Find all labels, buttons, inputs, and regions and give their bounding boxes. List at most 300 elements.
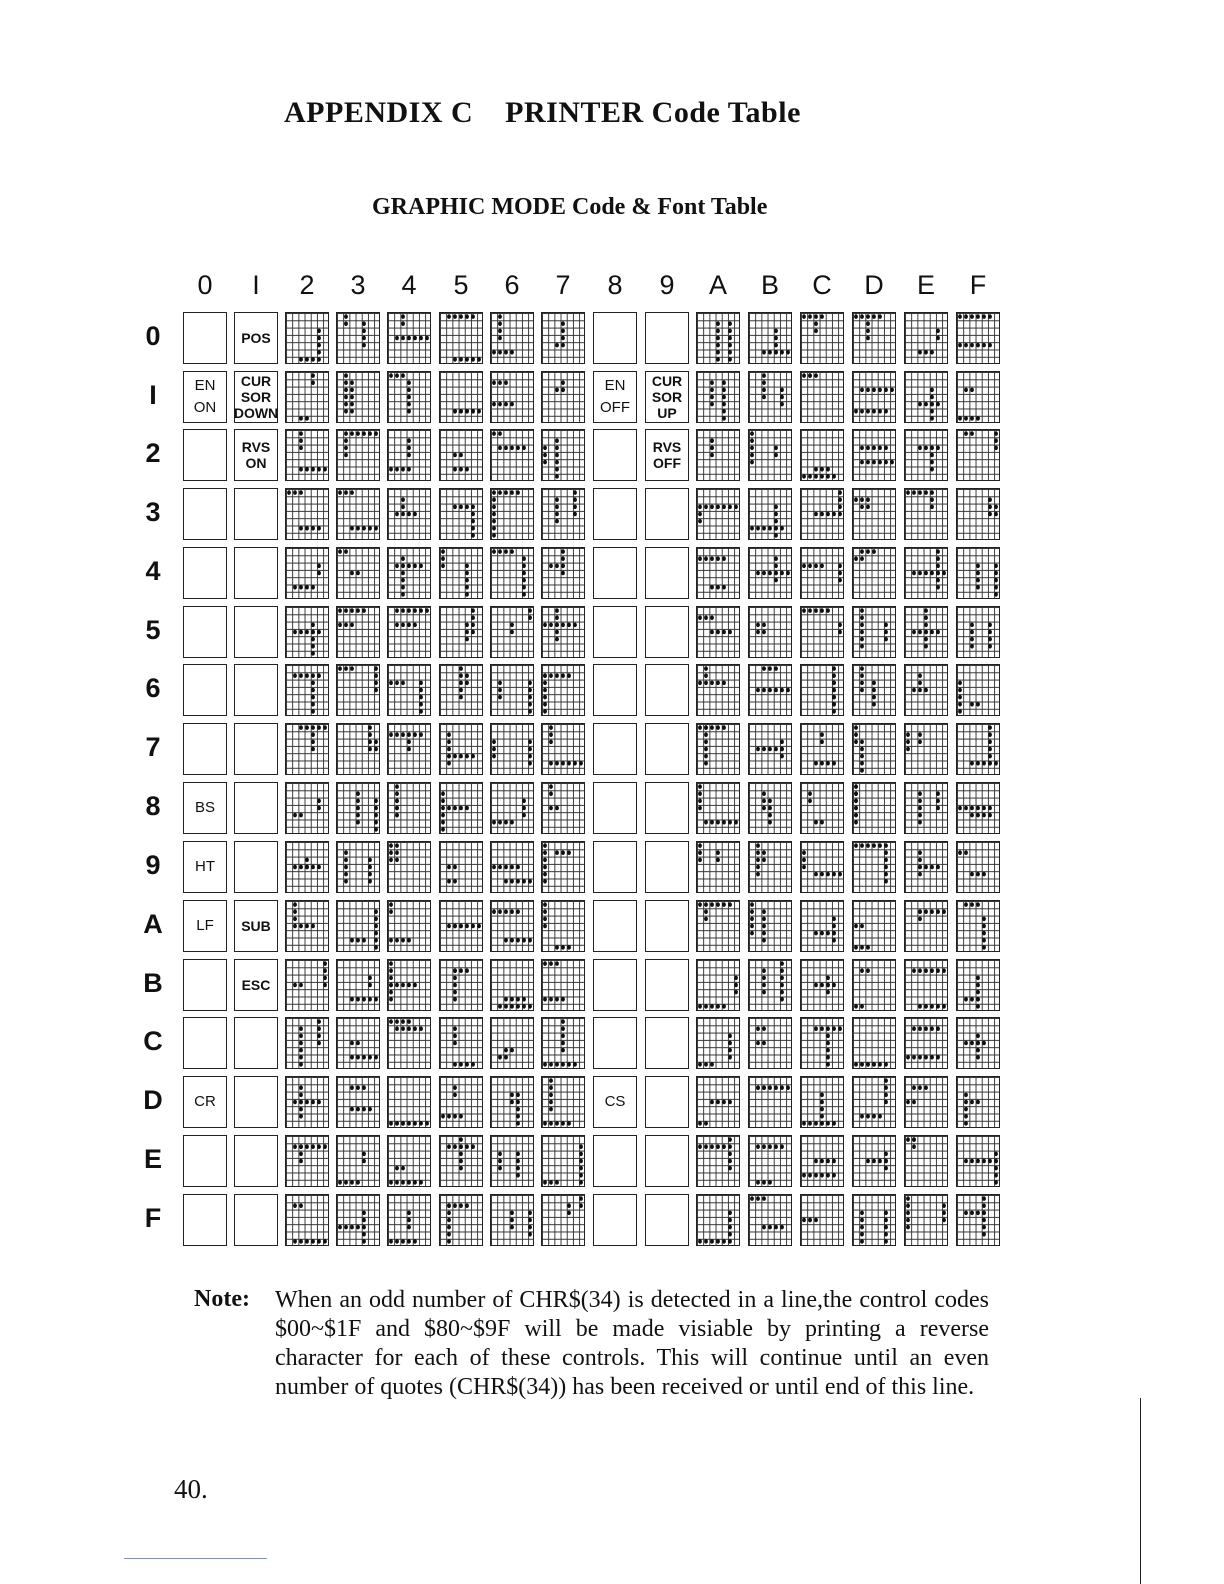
column-header: 3 <box>350 270 366 300</box>
glyph-dots <box>388 665 430 715</box>
column-header: 2 <box>299 270 315 300</box>
glyph-dots <box>801 548 843 598</box>
glyph-cell <box>800 547 844 599</box>
glyph-cell <box>696 1194 740 1246</box>
glyph-cell <box>285 959 329 1011</box>
glyph-dots <box>440 724 482 774</box>
empty-code-cell <box>234 841 278 893</box>
glyph-dots <box>286 1018 328 1068</box>
glyph-cell <box>852 782 896 834</box>
glyph-cell <box>541 664 585 716</box>
glyph-cell <box>904 959 948 1011</box>
column-header: F <box>969 270 987 300</box>
glyph-cell <box>956 959 1000 1011</box>
empty-code-cell <box>645 1194 689 1246</box>
row-header: 0 <box>145 321 161 351</box>
glyph-cell <box>387 1194 431 1246</box>
glyph-dots <box>749 548 791 598</box>
row-header: 4 <box>145 556 161 586</box>
row-header: 6 <box>145 673 161 703</box>
glyph-cell <box>336 1135 380 1187</box>
glyph-cell <box>904 312 948 364</box>
glyph-dots <box>697 1018 739 1068</box>
glyph-cell <box>541 841 585 893</box>
glyph-dots <box>286 901 328 951</box>
glyph-cell <box>387 1135 431 1187</box>
table-subtitle: GRAPHIC MODE Code & Font Table <box>372 194 768 220</box>
row-header: 9 <box>145 850 161 880</box>
empty-code-cell <box>645 1135 689 1187</box>
glyph-cell <box>800 900 844 952</box>
glyph-cell <box>748 782 792 834</box>
control-code-label: RVS <box>241 439 271 455</box>
glyph-dots <box>491 489 533 539</box>
glyph-cell <box>800 1076 844 1128</box>
glyph-dots <box>801 489 843 539</box>
empty-code-cell <box>645 959 689 1011</box>
glyph-cell <box>956 1076 1000 1128</box>
glyph-dots <box>337 1018 379 1068</box>
glyph-cell <box>336 723 380 775</box>
glyph-cell <box>387 723 431 775</box>
glyph-cell <box>439 723 483 775</box>
glyph-cell <box>904 1135 948 1187</box>
glyph-dots <box>905 1018 947 1068</box>
glyph-cell <box>904 841 948 893</box>
glyph-cell <box>800 664 844 716</box>
glyph-cell <box>490 312 534 364</box>
glyph-dots <box>957 1195 999 1245</box>
glyph-dots <box>905 960 947 1010</box>
glyph-dots <box>286 724 328 774</box>
glyph-cell <box>696 429 740 481</box>
glyph-dots <box>697 1195 739 1245</box>
glyph-cell <box>748 371 792 423</box>
glyph-dots <box>801 313 843 363</box>
glyph-dots <box>801 842 843 892</box>
glyph-cell <box>336 900 380 952</box>
glyph-dots <box>388 548 430 598</box>
glyph-dots <box>749 313 791 363</box>
empty-code-cell <box>183 1194 227 1246</box>
glyph-dots <box>337 960 379 1010</box>
glyph-dots <box>697 783 739 833</box>
row-header: 7 <box>145 732 161 762</box>
column-header: 8 <box>607 270 623 300</box>
glyph-cell <box>904 547 948 599</box>
glyph-dots <box>905 372 947 422</box>
row-header: F <box>144 1203 162 1233</box>
glyph-dots <box>749 1136 791 1186</box>
glyph-dots <box>801 1077 843 1127</box>
glyph-cell <box>852 429 896 481</box>
empty-code-cell <box>593 723 637 775</box>
glyph-cell <box>800 1017 844 1069</box>
glyph-cell <box>336 959 380 1011</box>
glyph-dots <box>853 724 895 774</box>
empty-code-cell <box>593 312 637 364</box>
glyph-dots <box>905 548 947 598</box>
glyph-dots <box>440 665 482 715</box>
glyph-cell <box>541 429 585 481</box>
glyph-dots <box>388 724 430 774</box>
glyph-dots <box>749 430 791 480</box>
column-header: B <box>760 270 779 300</box>
glyph-cell <box>336 371 380 423</box>
glyph-cell <box>696 1076 740 1128</box>
glyph-cell <box>696 488 740 540</box>
empty-code-cell <box>234 664 278 716</box>
empty-code-cell <box>183 547 227 599</box>
control-code-cell <box>593 1076 637 1128</box>
glyph-dots <box>957 430 999 480</box>
empty-code-cell <box>593 664 637 716</box>
glyph-dots <box>491 1018 533 1068</box>
note-label: Note: <box>194 1286 250 1312</box>
glyph-cell <box>696 371 740 423</box>
empty-code-cell <box>593 1017 637 1069</box>
glyph-cell <box>541 1194 585 1246</box>
glyph-cell <box>336 488 380 540</box>
glyph-cell <box>541 782 585 834</box>
footer-rule <box>124 1558 267 1559</box>
glyph-dots <box>801 724 843 774</box>
row-header: 8 <box>145 791 161 821</box>
glyph-cell <box>490 371 534 423</box>
glyph-cell <box>696 900 740 952</box>
glyph-cell <box>387 841 431 893</box>
empty-code-cell <box>593 900 637 952</box>
glyph-dots <box>697 842 739 892</box>
glyph-dots <box>491 960 533 1010</box>
glyph-dots <box>853 313 895 363</box>
glyph-dots <box>697 548 739 598</box>
glyph-dots <box>286 1195 328 1245</box>
glyph-dots <box>337 548 379 598</box>
glyph-dots <box>957 1018 999 1068</box>
glyph-dots <box>491 783 533 833</box>
glyph-cell <box>852 841 896 893</box>
glyph-cell <box>439 1194 483 1246</box>
glyph-cell <box>800 429 844 481</box>
glyph-cell <box>852 488 896 540</box>
glyph-cell <box>387 488 431 540</box>
glyph-dots <box>286 783 328 833</box>
glyph-dots <box>749 1195 791 1245</box>
glyph-dots <box>749 665 791 715</box>
control-code-cell <box>183 900 227 952</box>
glyph-cell <box>285 547 329 599</box>
glyph-dots <box>905 724 947 774</box>
glyph-dots <box>491 607 533 657</box>
empty-code-cell <box>593 841 637 893</box>
glyph-cell <box>285 371 329 423</box>
glyph-dots <box>749 724 791 774</box>
glyph-cell <box>852 1017 896 1069</box>
glyph-dots <box>491 1136 533 1186</box>
column-header: 7 <box>555 270 571 300</box>
glyph-dots <box>286 430 328 480</box>
control-code-cell <box>183 841 227 893</box>
glyph-dots <box>905 783 947 833</box>
glyph-dots <box>542 665 584 715</box>
glyph-dots <box>388 607 430 657</box>
glyph-dots <box>337 430 379 480</box>
glyph-cell <box>387 1017 431 1069</box>
control-code-label: SOR <box>651 389 683 405</box>
glyph-dots <box>388 1136 430 1186</box>
glyph-dots <box>491 901 533 951</box>
glyph-dots <box>440 489 482 539</box>
glyph-dots <box>440 430 482 480</box>
control-code-cell <box>234 371 278 423</box>
glyph-cell <box>490 1194 534 1246</box>
glyph-dots <box>697 489 739 539</box>
empty-code-cell <box>593 1135 637 1187</box>
glyph-cell <box>748 488 792 540</box>
glyph-cell <box>904 1017 948 1069</box>
glyph-dots <box>853 489 895 539</box>
glyph-dots <box>337 313 379 363</box>
empty-code-cell <box>645 1076 689 1128</box>
control-code-cell <box>234 900 278 952</box>
glyph-dots <box>388 1018 430 1068</box>
glyph-cell <box>748 1017 792 1069</box>
glyph-dots <box>542 724 584 774</box>
glyph-dots <box>286 607 328 657</box>
glyph-dots <box>491 665 533 715</box>
empty-code-cell <box>645 1017 689 1069</box>
glyph-dots <box>749 489 791 539</box>
empty-code-cell <box>593 488 637 540</box>
column-header: 5 <box>453 270 469 300</box>
glyph-cell <box>490 1135 534 1187</box>
glyph-dots <box>337 901 379 951</box>
glyph-dots <box>337 1136 379 1186</box>
control-code-label: CUR <box>651 373 683 389</box>
glyph-cell <box>748 959 792 1011</box>
control-code-cell <box>645 371 689 423</box>
glyph-cell <box>285 723 329 775</box>
control-code-cell <box>234 429 278 481</box>
glyph-cell <box>541 1135 585 1187</box>
glyph-cell <box>748 429 792 481</box>
column-header: E <box>916 270 935 300</box>
glyph-dots <box>491 1195 533 1245</box>
glyph-dots <box>337 842 379 892</box>
glyph-dots <box>749 783 791 833</box>
glyph-dots <box>853 548 895 598</box>
glyph-dots <box>542 783 584 833</box>
glyph-dots <box>337 372 379 422</box>
glyph-cell <box>285 841 329 893</box>
row-header: C <box>143 1026 163 1056</box>
glyph-cell <box>852 1194 896 1246</box>
glyph-dots <box>697 960 739 1010</box>
glyph-cell <box>748 664 792 716</box>
control-code-label: DOWN <box>233 405 279 421</box>
control-code-label: CUR <box>240 373 272 389</box>
glyph-dots <box>337 783 379 833</box>
note-text: When an odd number of CHR$(34) is detected in a line,the control codes $00~$1F and $80~$9F will be made visiable by printing a reverse character for each of these controls. This will continue until an even number of quotes (CHR$(34)) has been received or until end of this line. <box>275 1287 989 1400</box>
glyph-cell <box>800 606 844 658</box>
glyph-cell <box>748 606 792 658</box>
glyph-cell <box>490 1076 534 1128</box>
glyph-cell <box>490 723 534 775</box>
glyph-cell <box>541 312 585 364</box>
glyph-cell <box>490 606 534 658</box>
glyph-cell <box>541 723 585 775</box>
control-code-label: SOR <box>240 389 272 405</box>
glyph-cell <box>387 900 431 952</box>
glyph-dots <box>697 372 739 422</box>
glyph-cell <box>956 664 1000 716</box>
empty-code-cell <box>593 782 637 834</box>
glyph-dots <box>853 1195 895 1245</box>
control-code-label: ESC <box>241 977 271 993</box>
glyph-cell <box>285 488 329 540</box>
empty-code-cell <box>593 547 637 599</box>
glyph-dots <box>957 313 999 363</box>
glyph-cell <box>541 371 585 423</box>
glyph-dots <box>697 607 739 657</box>
glyph-dots <box>440 548 482 598</box>
glyph-dots <box>388 1077 430 1127</box>
glyph-cell <box>904 1194 948 1246</box>
glyph-cell <box>387 1076 431 1128</box>
glyph-dots <box>388 842 430 892</box>
glyph-dots <box>542 842 584 892</box>
glyph-dots <box>853 1077 895 1127</box>
control-code-label: ON <box>245 455 267 471</box>
glyph-cell <box>336 312 380 364</box>
glyph-cell <box>748 547 792 599</box>
glyph-dots <box>905 489 947 539</box>
glyph-dots <box>491 372 533 422</box>
empty-code-cell <box>593 606 637 658</box>
glyph-dots <box>337 1077 379 1127</box>
glyph-dots <box>491 548 533 598</box>
control-code-label: OFF <box>653 455 681 471</box>
empty-code-cell <box>183 723 227 775</box>
glyph-dots <box>853 665 895 715</box>
glyph-cell <box>387 959 431 1011</box>
glyph-cell <box>541 1076 585 1128</box>
column-header: 0 <box>197 270 213 300</box>
empty-code-cell <box>234 723 278 775</box>
glyph-cell <box>439 547 483 599</box>
glyph-cell <box>490 547 534 599</box>
control-code-label: UP <box>657 405 677 421</box>
glyph-cell <box>541 959 585 1011</box>
glyph-cell <box>956 1194 1000 1246</box>
glyph-cell <box>852 723 896 775</box>
empty-code-cell <box>234 488 278 540</box>
glyph-cell <box>956 488 1000 540</box>
glyph-dots <box>957 372 999 422</box>
glyph-dots <box>801 1136 843 1186</box>
empty-code-cell <box>645 547 689 599</box>
glyph-cell <box>336 782 380 834</box>
glyph-dots <box>388 783 430 833</box>
glyph-cell <box>541 547 585 599</box>
glyph-dots <box>905 1077 947 1127</box>
control-code-label: EN <box>604 377 626 394</box>
glyph-cell <box>387 312 431 364</box>
row-header: I <box>149 380 157 410</box>
glyph-dots <box>388 313 430 363</box>
glyph-dots <box>697 1077 739 1127</box>
glyph-dots <box>905 665 947 715</box>
glyph-dots <box>542 548 584 598</box>
glyph-cell <box>285 664 329 716</box>
glyph-cell <box>800 488 844 540</box>
control-code-label: ON <box>193 399 217 416</box>
glyph-dots <box>905 1136 947 1186</box>
glyph-cell <box>490 429 534 481</box>
glyph-cell <box>541 1017 585 1069</box>
glyph-cell <box>490 1017 534 1069</box>
glyph-dots <box>286 842 328 892</box>
glyph-dots <box>957 1136 999 1186</box>
glyph-cell <box>439 900 483 952</box>
glyph-cell <box>541 606 585 658</box>
glyph-dots <box>801 665 843 715</box>
glyph-cell <box>852 371 896 423</box>
glyph-dots <box>853 1136 895 1186</box>
glyph-cell <box>956 841 1000 893</box>
glyph-dots <box>801 960 843 1010</box>
glyph-dots <box>440 1018 482 1068</box>
glyph-dots <box>491 842 533 892</box>
empty-code-cell <box>183 1017 227 1069</box>
glyph-dots <box>853 1018 895 1068</box>
glyph-cell <box>956 900 1000 952</box>
glyph-cell <box>904 606 948 658</box>
glyph-cell <box>387 371 431 423</box>
control-code-label: POS <box>241 330 271 346</box>
glyph-cell <box>285 900 329 952</box>
glyph-cell <box>696 547 740 599</box>
empty-code-cell <box>234 782 278 834</box>
glyph-cell <box>336 1017 380 1069</box>
control-code-label: BS <box>194 799 215 816</box>
glyph-cell <box>956 782 1000 834</box>
glyph-cell <box>490 488 534 540</box>
glyph-cell <box>387 664 431 716</box>
glyph-cell <box>696 782 740 834</box>
glyph-dots <box>801 1195 843 1245</box>
glyph-cell <box>956 1135 1000 1187</box>
glyph-dots <box>286 548 328 598</box>
glyph-cell <box>852 547 896 599</box>
glyph-dots <box>337 724 379 774</box>
column-header: 6 <box>504 270 520 300</box>
glyph-cell <box>956 312 1000 364</box>
glyph-dots <box>542 607 584 657</box>
glyph-dots <box>440 372 482 422</box>
glyph-cell <box>800 312 844 364</box>
glyph-dots <box>388 489 430 539</box>
glyph-dots <box>853 607 895 657</box>
glyph-dots <box>388 960 430 1010</box>
page-title: APPENDIX C PRINTER Code Table <box>284 96 801 129</box>
glyph-cell <box>696 723 740 775</box>
empty-code-cell <box>234 1135 278 1187</box>
glyph-dots <box>440 783 482 833</box>
glyph-cell <box>696 606 740 658</box>
glyph-cell <box>439 782 483 834</box>
